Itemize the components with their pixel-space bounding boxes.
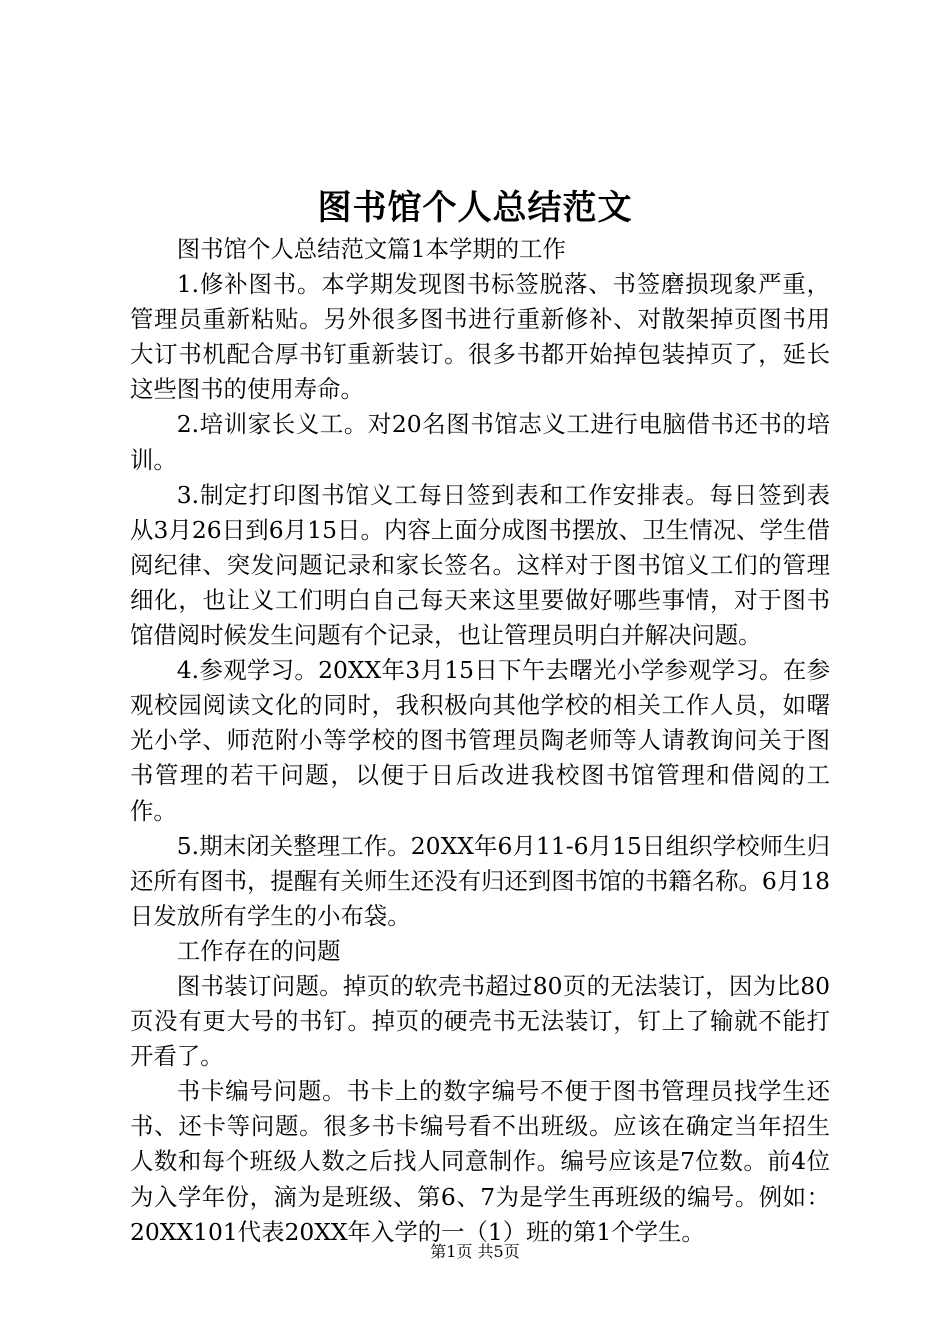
paragraph-item-5: 5.期末闭关整理工作。20XX年6月11-6月15日组织学校师生归还所有图书，提醒有关师生还没有归还到图书馆的书籍名称。6月18日发放所有学生的小布袋。 <box>130 831 830 930</box>
page-footer: 第1页 共5页 <box>430 1242 520 1261</box>
paragraph-card-numbering-problem: 书卡编号问题。书卡上的数字编号不便于图书管理员找学生还书、还卡等问题。很多书卡编号看不出班级。应该在确定当年招生人数和每个班级人数之后找人同意制作。编号应该是7位数。前4位为入学年份，滴为是班级、第6、7为是学生再班级的编号。例如：20XX101代表20XX年入学的一（1）班的第1个学生。 <box>130 1077 830 1246</box>
paragraph-problems-heading: 工作存在的问题 <box>176 936 341 965</box>
paragraph-heading-part1: 图书馆个人总结范文篇1本学期的工作 <box>176 235 566 263</box>
document-title: 图书馆个人总结范文 <box>317 188 633 228</box>
paragraph-item-2: 2.培训家长义工。对20名图书馆志义工进行电脑借书还书的培训。 <box>130 410 830 474</box>
paragraph-item-4: 4.参观学习。20XX年3月15日下午去曙光小学参观学习。在参观校园阅读文化的同时，我积极向其他学校的相关工作人员，如曙光小学、师范附小等学校的图书管理员陶老师等人请教询问关于图书管理的若干问题，以便于日后改进我校图书馆管理和借阅的工作。 <box>130 656 830 825</box>
paragraph-item-3: 3.制定打印图书馆义工每日签到表和工作安排表。每日签到表从3月26日到6月15日。内容上面分成图书摆放、卫生情况、学生借阅纪律、突发问题记录和家长签名。这样对于图书馆义工们的管理细化，也让义工们明白自己每天来这里要做好哪些事情，对于图书馆借阅时候发生问题有个记录，也让管理员明白并解决问题。 <box>130 480 830 650</box>
paragraph-item-1: 1.修补图书。本学期发现图书标签脱落、书签磨损现象严重，管理员重新粘贴。另外很多图书进行重新修补、对散架掉页图书用大订书机配合厚书钉重新装订。很多书都开始掉包装掉页了，延长这些图书的使用寿命。 <box>130 270 830 404</box>
document-body <box>130 232 830 1250</box>
paragraph-binding-problem: 图书装订问题。掉页的软壳书超过80页的无法装订，因为比80页没有更大号的书钉。掉页的硬壳书无法装订，钉上了输就不能打开看了。 <box>130 971 830 1071</box>
